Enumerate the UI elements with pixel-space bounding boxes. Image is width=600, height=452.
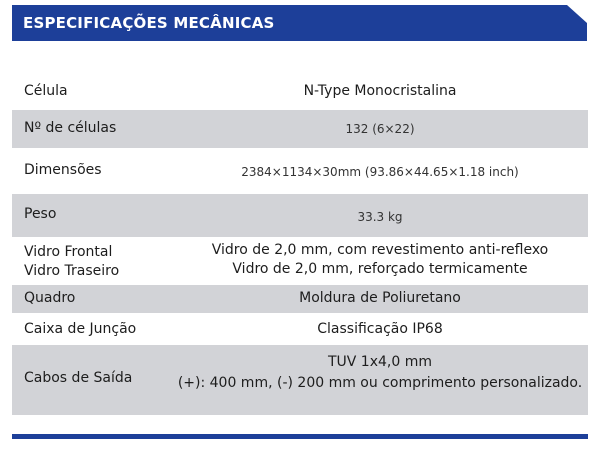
spec-value: 2384×1134×30mm (93.86×44.65×1.18 inch) xyxy=(241,165,519,179)
spec-label: Célula xyxy=(24,83,68,99)
section-title: ESPECIFICAÇÕES MECÂNICAS xyxy=(23,14,275,32)
spec-value-back: Vidro de 2,0 mm, reforçado termicamente xyxy=(232,261,528,277)
spec-value: N-Type Monocristalina xyxy=(303,83,457,99)
spec-value: 132 (6×22) xyxy=(345,122,415,136)
spec-value: Moldura de Poliuretano xyxy=(299,290,461,306)
spec-value-front: Vidro de 2,0 mm, com revestimento anti-reflexo xyxy=(211,242,549,258)
spec-row-peso xyxy=(12,194,588,237)
spec-label-back: Vidro Traseiro xyxy=(24,263,120,279)
spec-label: Cabos de Saída xyxy=(24,370,133,386)
spec-value: Classificação IP68 xyxy=(317,321,443,337)
spec-label: Caixa de Junção xyxy=(24,321,137,337)
spec-label: Peso xyxy=(24,206,57,222)
spec-label: Dimensões xyxy=(24,162,102,178)
spec-value-line2: (+): 400 mm, (-) 200 mm ou comprimento personalizado. xyxy=(177,375,583,391)
spec-label: Quadro xyxy=(24,290,76,306)
footer-rule xyxy=(12,434,588,439)
spec-row-vidro xyxy=(12,237,588,285)
spec-row-n-celulas xyxy=(12,110,588,148)
spec-label-front: Vidro Frontal xyxy=(24,244,113,260)
spec-value-group xyxy=(172,352,588,394)
spec-row-dimensoes xyxy=(12,148,588,194)
section-header xyxy=(12,5,587,41)
spec-label: Nº de células xyxy=(24,120,117,136)
spec-label-group xyxy=(24,243,119,281)
spec-row-cabos xyxy=(12,345,588,415)
spec-row-quadro xyxy=(12,285,588,313)
spec-row-celula xyxy=(12,72,588,110)
spec-value-group xyxy=(172,241,588,279)
spec-row-caixa-juncao xyxy=(12,313,588,345)
spec-value-line1: TUV 1x4,0 mm xyxy=(327,354,432,370)
spec-value: 33.3 kg xyxy=(357,210,403,224)
